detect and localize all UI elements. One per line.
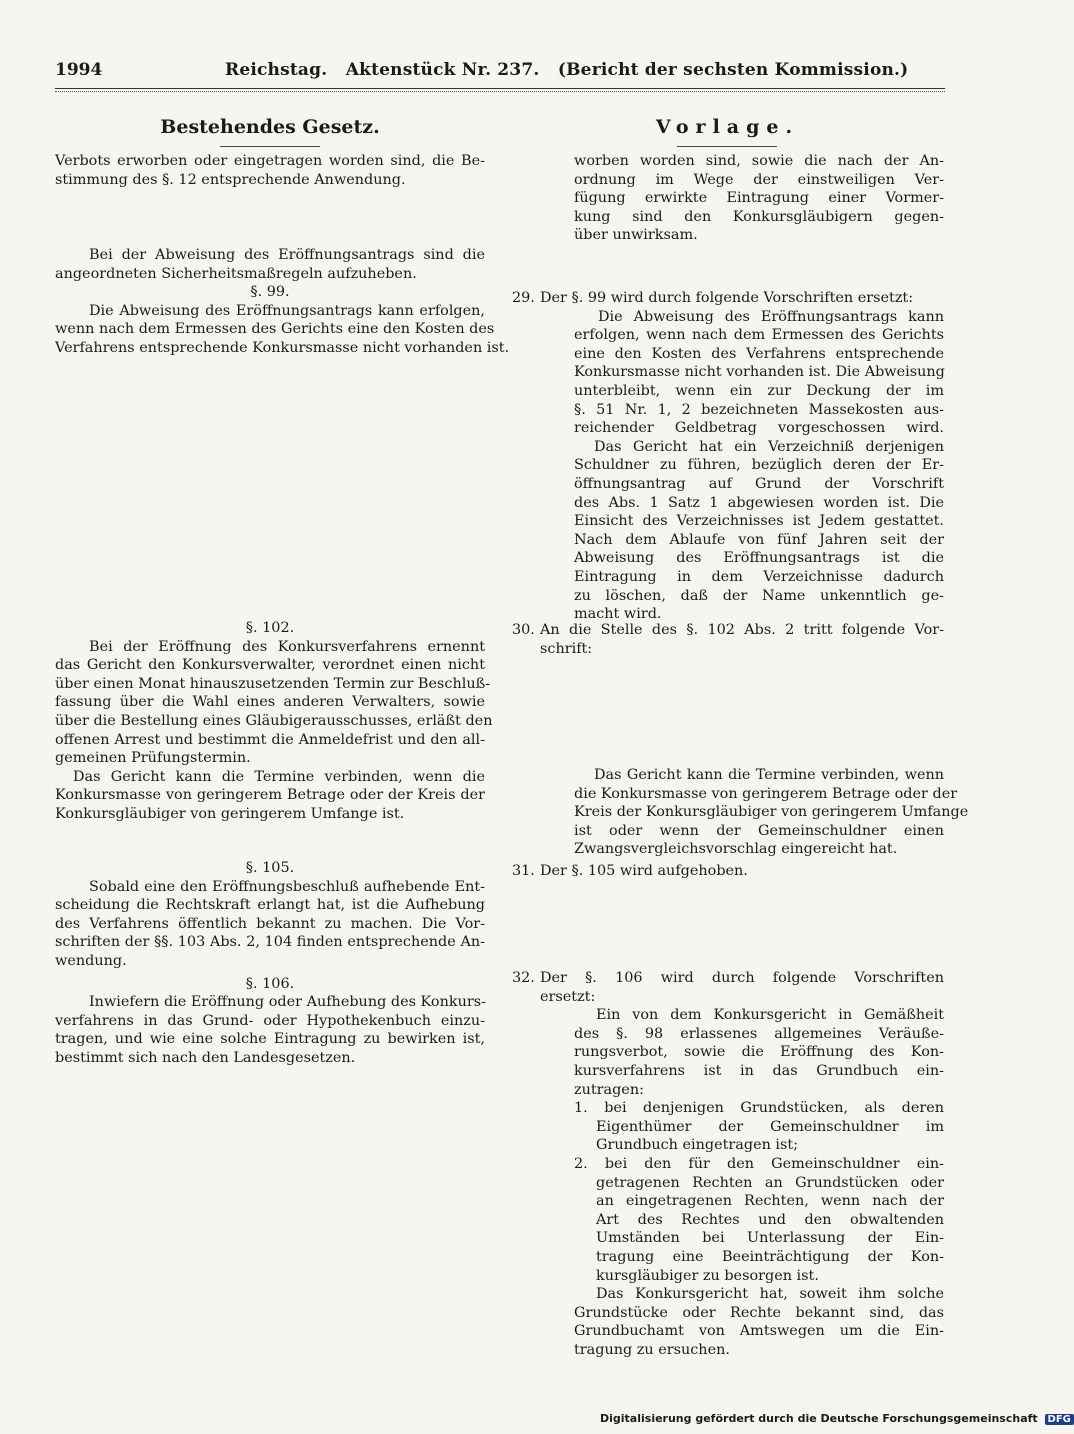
section-title-106: §. 106.: [245, 975, 295, 992]
text-line: fügung erwirkte Eintragung einer Vormer-: [574, 190, 944, 207]
text-line: ordnung im Wege der einstweiligen Ver-: [574, 171, 944, 188]
text-line: Bei der Abweisung des Eröffnungsantrags sind die: [89, 247, 485, 263]
text-line: zutragen:: [574, 1081, 644, 1098]
left-section-102: [55, 619, 493, 824]
text-line: Sobald eine den Eröffnungsbeschluß aufhebende Ent-: [89, 878, 485, 895]
text-line: schrift:: [540, 640, 593, 657]
right-block-1: [574, 152, 944, 245]
right-item-31: [512, 862, 944, 881]
text-line: wendung.: [55, 952, 127, 969]
text-line: worben worden sind, sowie die nach der An-: [574, 153, 944, 169]
header-rule: [55, 88, 945, 89]
text-line: ist oder wenn der Gemeinschuldner einen: [574, 822, 944, 839]
text-line: gemeinen Prüfungstermin.: [55, 750, 251, 767]
text-line: stimmung des §. 12 entsprechende Anwendung.: [55, 171, 406, 188]
right-item-32: [512, 969, 944, 1359]
text-line: An die Stelle des §. 102 Abs. 2 tritt folgende Vor-: [540, 622, 944, 638]
text-line: des Verfahrens öffentlich bekannt zu machen. Die Vor-: [55, 915, 485, 932]
text-line: eine den Kosten des Verfahrens entsprechende: [574, 345, 944, 362]
item-number-32: 32.: [512, 970, 535, 986]
text-line: das Gericht den Konkursverwalter, verordnet einen nicht: [55, 657, 485, 674]
text-line: des §. 98 erlassenes allgemeines Veräuße-: [574, 1025, 944, 1042]
list-line: Art des Rechtes und den obwaltenden: [596, 1211, 944, 1228]
left-column-heading: Bestehendes Gesetz.: [160, 116, 380, 138]
right-item-29: [512, 289, 945, 624]
text-line: Konkursmasse nicht vorhanden ist. Die Abweisung: [574, 364, 945, 381]
list-line: an eingetragenen Rechten, wenn nach der: [596, 1193, 944, 1210]
section-title-102: §. 102.: [245, 620, 295, 636]
section-title-105: §. 105.: [245, 860, 295, 876]
text-line: tragung zu ersuchen.: [574, 1341, 730, 1358]
left-block-1: [55, 152, 485, 189]
text-line: erfolgen, wenn nach dem Ermessen des Gerichts: [574, 327, 944, 344]
left-heading-rule: [220, 146, 320, 147]
list-line: kursgläubiger zu besorgen ist.: [596, 1267, 819, 1284]
text-line: Der §. 99 wird durch folgende Vorschriften ersetzt:: [540, 290, 914, 306]
text-line: unterbleibt, wenn ein zur Deckung der im: [574, 382, 944, 399]
text-line: Grundbuchamt von Amtswegen um die Ein-: [574, 1323, 944, 1340]
text-line: Nach dem Ablaufe von fünf Jahren seit der: [574, 531, 944, 548]
list-line: Eigenthümer der Gemeinschuldner im: [596, 1118, 944, 1135]
text-line: öffnungsantrag auf Grund der Vorschrift: [574, 475, 944, 492]
text-line: angeordneten Sicherheitsmaßregeln aufzuheben.: [55, 265, 417, 282]
text-line: Verfahrens entsprechende Konkursmasse nicht vorhanden ist.: [55, 339, 510, 356]
text-line: tragen, und wie eine solche Eintragung zu bewirken ist,: [55, 1031, 485, 1048]
text-line: über einen Monat hinauszusetzenden Termin zur Beschluß-: [55, 675, 491, 692]
text-line: Konkursgläubiger von geringerem Umfange ist.: [55, 805, 405, 822]
text-line: die Konkursmasse von geringerem Betrage oder der: [574, 785, 958, 802]
digitization-credit: [600, 1412, 1074, 1425]
text-line: zu löschen, daß der Name unkenntlich ge-: [574, 587, 944, 604]
text-line: Bei der Eröffnung des Konkursverfahrens ernennt: [89, 638, 485, 655]
text-line: schriften der §§. 103 Abs. 2, 104 finden entsprechende An-: [55, 934, 485, 951]
text-line: §. 51 Nr. 1, 2 bezeichneten Massekosten aus-: [574, 401, 944, 418]
text-line: kursverfahrens ist in das Grundbuch ein-: [574, 1062, 944, 1079]
text-line: kung sind den Konkursgläubigern gegen-: [574, 208, 944, 225]
text-line: Zwangsvergleichsvorschlag eingereicht hat.: [574, 841, 898, 858]
text-line: Die Abweisung des Eröffnungsantrags kann erfolgen,: [89, 302, 485, 319]
left-section-105: [55, 859, 485, 1068]
header-rule-dotted: [55, 91, 945, 92]
right-item-30: [512, 621, 944, 658]
text-line: über unwirksam.: [574, 227, 698, 244]
text-line: scheidung die Rechtskraft erlangt hat, ist die Aufhebung: [55, 897, 485, 914]
text-line: reichender Geldbetrag vorgeschossen wird.: [574, 420, 944, 437]
item-number-31: 31.: [512, 863, 535, 879]
text-line: über die Bestellung eines Gläubigerausschusses, erläßt den: [55, 712, 493, 729]
item-number-30: 30.: [512, 622, 535, 638]
text-line: Ein von dem Konkursgericht in Gemäßheit: [596, 1007, 944, 1024]
right-heading-rule: [677, 146, 777, 147]
text-line: Das Konkursgericht hat, soweit ihm solche: [596, 1286, 944, 1303]
text-line: Das Gericht kann die Termine verbinden, wenn: [594, 767, 944, 783]
text-line: Das Gericht hat ein Verzeichniß derjenigen: [594, 438, 944, 455]
credit-text: Digitalisierung gefördert durch die Deutsche Forschungsgemeinschaft: [600, 1412, 1038, 1425]
text-line: fassung über die Wahl eines anderen Verwalters, sowie: [55, 694, 485, 711]
text-line: Kreis der Konkursgläubiger von geringerem Umfange: [574, 804, 969, 821]
list-line: Umständen bei Unterlassung der Ein-: [596, 1230, 944, 1247]
text-line: ersetzt:: [540, 988, 596, 1005]
list-line: tragung eine Beeinträchtigung der Kon-: [596, 1248, 944, 1265]
text-line: Abweisung des Eröffnungsantrags ist die: [574, 550, 944, 567]
left-block-2: [55, 246, 510, 358]
text-line: Konkursmasse von geringerem Betrage oder der Kreis der: [55, 787, 485, 804]
running-title: Reichstag. Aktenstück Nr. 237. (Bericht der sechsten Kommission.): [225, 60, 909, 80]
dfg-logo-icon: DFG: [1045, 1414, 1074, 1425]
section-title-99: §. 99.: [250, 284, 290, 301]
list-line: 1. bei denjenigen Grundstücken, als deren: [574, 1100, 944, 1117]
text-line: rungsverbot, sowie die Eröffnung des Kon-: [574, 1044, 944, 1061]
page-header: [55, 60, 945, 86]
list-line: getragenen Rechten an Grundstücken oder: [596, 1174, 944, 1191]
text-line: Grundstücke oder Rechte bekannt sind, das: [574, 1304, 944, 1321]
item-number-29: 29.: [512, 290, 535, 306]
list-line: Grundbuch eingetragen ist;: [596, 1137, 799, 1154]
right-column-heading: Vorlage.: [655, 116, 800, 138]
text-line: Verbots erworben oder eingetragen worden sind, die Be-: [55, 153, 485, 169]
text-line: bestimmt sich nach den Landesgesetzen.: [55, 1049, 356, 1066]
text-line: offenen Arrest und bestimmt die Anmeldefrist und den all-: [55, 731, 485, 748]
text-line: Eintragung in dem Verzeichnisse dadurch: [574, 568, 944, 585]
list-line: 2. bei den für den Gemeinschuldner ein-: [574, 1155, 944, 1172]
text-line: Einsicht des Verzeichnisses ist Jedem gestattet.: [574, 513, 944, 530]
page-number: 1994: [55, 60, 103, 80]
text-line: Der §. 105 wird aufgehoben.: [540, 863, 748, 879]
text-line: des Abs. 1 Satz 1 abgewiesen worden ist. Die: [574, 494, 944, 511]
text-line: Das Gericht kann die Termine verbinden, wenn die: [73, 768, 485, 785]
text-line: Schuldner zu führen, bezüglich deren der Er-: [574, 457, 944, 474]
right-item-30-body: [574, 766, 969, 859]
text-line: macht wird.: [574, 606, 662, 623]
text-line: Die Abweisung des Eröffnungsantrags kann: [598, 308, 944, 325]
text-line: verfahrens in das Grund- oder Hypothekenbuch einzu-: [55, 1012, 485, 1029]
text-line: Der §. 106 wird durch folgende Vorschriften: [540, 970, 944, 986]
text-line: Inwiefern die Eröffnung oder Aufhebung des Konkurs-: [89, 994, 486, 1011]
text-line: wenn nach dem Ermessen des Gerichts eine den Kosten des: [55, 321, 495, 338]
